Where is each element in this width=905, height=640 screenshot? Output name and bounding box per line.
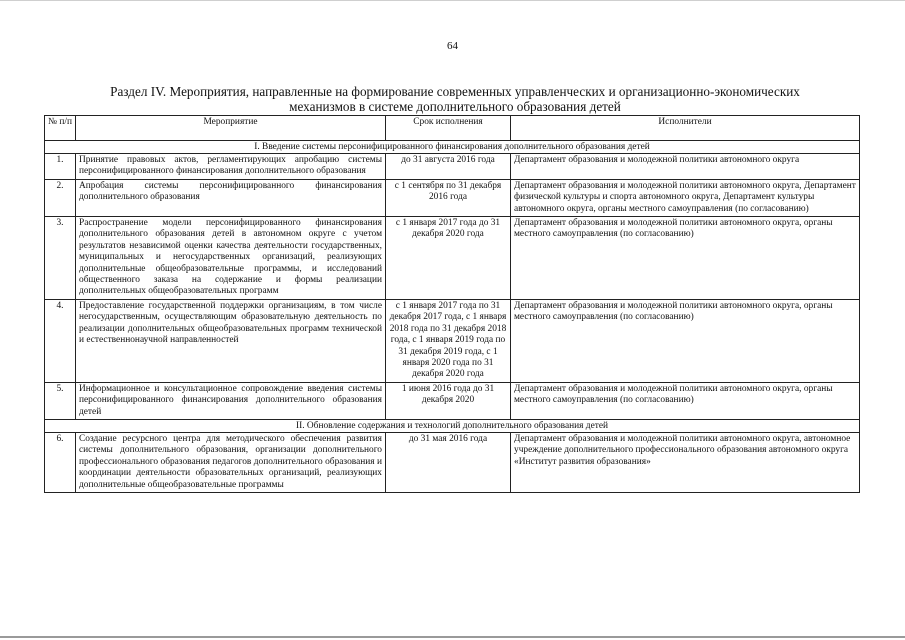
table-row: [45, 217, 860, 300]
row-executors: Департамент образования и молодежной политики автономного округа: [511, 154, 860, 180]
header-deadline: Срок исполнения: [386, 116, 511, 141]
row-executors: Департамент образования и молодежной политики автономного округа, органы местного самоуправления (по согласованию): [511, 217, 860, 300]
table-row: [45, 432, 860, 492]
row-event: Принятие правовых актов, регламентирующих апробацию системы персонифицированного финансирования дополнительного образования: [76, 154, 386, 180]
section-1-title: I. Введение системы персонифицированного финансирования дополнительного образования детей: [45, 141, 860, 154]
row-deadline: с 1 января 2017 года до 31 декабря 2020 года: [386, 217, 511, 300]
row-executors: Департамент образования и молодежной политики автономного округа, Департамент физической культуры и спорта автономного округа, Департамент культуры автономного округа, органы местного самоуправления (по согласованию): [511, 179, 860, 216]
row-deadline: до 31 мая 2016 года: [386, 432, 511, 492]
table-row: [45, 154, 860, 180]
section-row: [45, 419, 860, 432]
section-2-title: II. Обновление содержания и технологий дополнительного образования детей: [45, 419, 860, 432]
scan-edge-bottom: [0, 636, 905, 638]
row-deadline: с 1 сентября по 31 декабря 2016 года: [386, 179, 511, 216]
section-title-line-2: механизмов в системе дополнительного образования детей: [289, 99, 621, 114]
row-executors: Департамент образования и молодежной политики автономного округа, органы местного самоуправления (по согласованию): [511, 299, 860, 382]
row-event: Создание ресурсного центра для методического обеспечения развития системы дополнительного образования, организации дополнительного профессионального образования педагогов дополнительного образования и координации деятельности образовательных организаций, реализующих дополнительные общеобразовательные программы: [76, 432, 386, 492]
row-num: 1.: [45, 154, 76, 180]
row-event: Предоставление государственной поддержки организациям, в том числе негосударственным, осуществляющим образовательную деятельность по реализации дополнительных общеобразовательных программ технической и естественнонаучной направленностей: [76, 299, 386, 382]
row-num: 3.: [45, 217, 76, 300]
row-event: Распространение модели персонифицированного финансирования дополнительного образования детей в автономном округе с учетом результатов независимой оценки качества деятельности государственных, муниципальных и негосударственных организаций, реализующих дополнительные общеобразовательные программы, и исследований общественного заказа на содержание и формы реализации дополнительных общеобразовательных программ: [76, 217, 386, 300]
row-event: Информационное и консультационное сопровождение введения системы персонифицированного финансирования дополнительного образования детей: [76, 382, 386, 419]
row-num: 6.: [45, 432, 76, 492]
row-num: 2.: [45, 179, 76, 216]
row-executors: Департамент образования и молодежной политики автономного округа, автономное учреждение дополнительного профессионального образования автономного округа «Институт развития образования»: [511, 432, 860, 492]
row-deadline: 1 июня 2016 года до 31 декабря 2020: [386, 382, 511, 419]
scan-edge-top: [0, 0, 905, 1]
header-event: Мероприятие: [76, 116, 386, 141]
row-num: 5.: [45, 382, 76, 419]
row-event: Апробация системы персонифицированного финансирования дополнительного образования: [76, 179, 386, 216]
section-title: [60, 84, 850, 114]
table-row: [45, 299, 860, 382]
table-row: [45, 382, 860, 419]
row-num: 4.: [45, 299, 76, 382]
row-executors: Департамент образования и молодежной политики автономного округа, органы местного самоуправления (по согласованию): [511, 382, 860, 419]
header-num: № п/п: [45, 116, 76, 141]
row-deadline: до 31 августа 2016 года: [386, 154, 511, 180]
section-row: [45, 141, 860, 154]
measures-table: [44, 115, 860, 493]
header-executors: Исполнители: [511, 116, 860, 141]
table-row: [45, 179, 860, 216]
row-deadline: с 1 января 2017 года по 31 декабря 2017 года, с 1 января 2018 года по 31 декабря 2018 года, с 1 января 2019 года по 31 декабря 2019 года, с 1 января 2020 года по 31 декабря 2020 года: [386, 299, 511, 382]
section-title-line-1: Раздел IV. Мероприятия, направленные на формирование современных управленческих и организационно-экономических: [110, 84, 800, 99]
page-number: 64: [447, 40, 458, 52]
table-header-row: [45, 116, 860, 141]
